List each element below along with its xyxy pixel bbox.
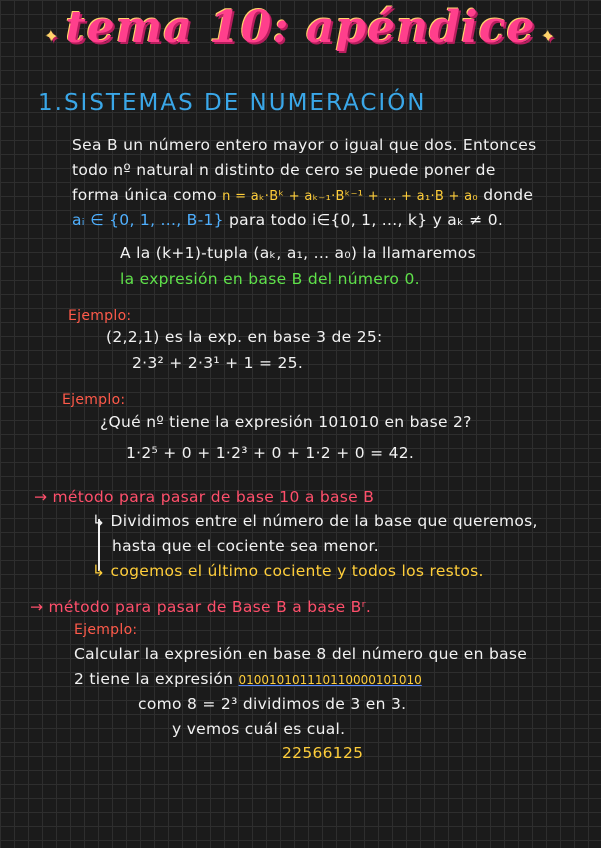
method1-heading: → método para pasar de base 10 a base B bbox=[34, 488, 375, 506]
example1-line-1: (2,2,1) es la exp. en base 3 de 25: bbox=[106, 328, 383, 346]
example-label: Ejemplo: bbox=[68, 308, 132, 324]
polynomial-formula: n = aₖ·Bᵏ + aₖ₋₁·Bᵏ⁻¹ + ... + a₁·B + a₀ bbox=[222, 189, 478, 204]
tuple-line: A la (k+1)-tupla (aₖ, a₁, ... a₀) la llamaremos bbox=[120, 244, 476, 262]
example-label: Ejemplo: bbox=[62, 392, 126, 408]
digit-set: aᵢ ∈ {0, 1, ..., B-1} bbox=[72, 211, 224, 229]
definition-line-1: Sea B un número entero mayor o igual que dos. Entonces bbox=[72, 136, 537, 154]
binary-string: 010010101110110000101010 bbox=[238, 673, 422, 687]
example2-line-1: ¿Qué nº tiene la expresión 101010 en base 2? bbox=[100, 413, 472, 431]
section-heading: 1.SISTEMAS DE NUMERACIÓN bbox=[38, 90, 427, 116]
definition-line-2: todo nº natural n distinto de cero se puede poner de bbox=[72, 161, 496, 179]
definition-line-3: forma única como n = aₖ·Bᵏ + aₖ₋₁·Bᵏ⁻¹ + ... + a₁·B + a₀ donde bbox=[72, 186, 534, 204]
method1-step-1: ↳ Dividimos entre el número de la base que queremos, bbox=[92, 512, 538, 530]
example-label: Ejemplo: bbox=[74, 622, 138, 638]
sparkle-icon: ✦ bbox=[44, 27, 66, 46]
method2-line-3: como 8 = 2³ dividimos de 3 en 3. bbox=[138, 695, 407, 713]
expression-definition: la expresión en base B del número 0. bbox=[120, 270, 420, 288]
result-value: 22566125 bbox=[282, 744, 364, 762]
method2-heading: → método para pasar de Base B a base Bʳ. bbox=[30, 598, 372, 616]
method1-step-2: hasta que el cociente sea menor. bbox=[112, 537, 379, 555]
sparkle-icon: ✦ bbox=[535, 27, 557, 46]
definition-line-4: aᵢ ∈ {0, 1, ..., B-1} para todo i∈{0, 1, ..., k} y aₖ ≠ 0. bbox=[72, 211, 504, 229]
method1-step-3: ↳ cogemos el último cociente y todos los restos. bbox=[92, 562, 484, 580]
example1-line-2: 2·3² + 2·3¹ + 1 = 25. bbox=[132, 354, 304, 372]
example2-line-2: 1·2⁵ + 0 + 1·2³ + 0 + 1·2 + 0 = 42. bbox=[126, 444, 415, 462]
method2-line-4: y vemos cuál es cual. bbox=[172, 720, 346, 738]
page-title: ✦ tema 10: apéndice ✦ bbox=[44, 2, 557, 53]
method2-line-2: 2 tiene la expresión 010010101110110000101010 bbox=[74, 670, 422, 688]
method2-line-1: Calcular la expresión en base 8 del número que en base bbox=[74, 645, 528, 663]
